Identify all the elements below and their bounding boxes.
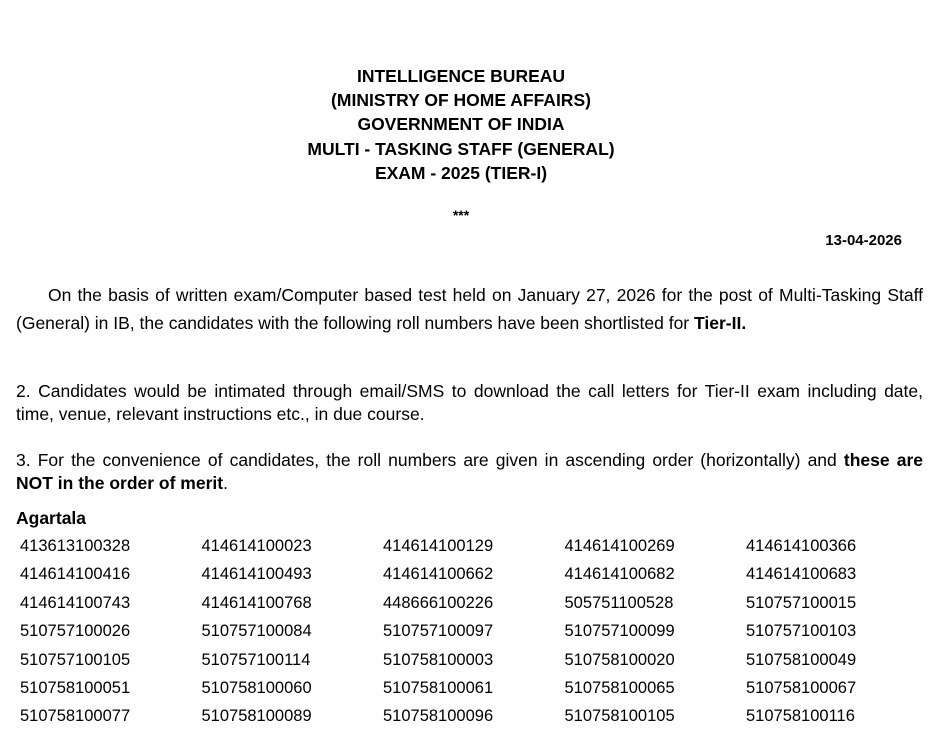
roll-number: 510758100105 xyxy=(564,707,675,726)
header-exam: EXAM - 2025 (TIER-I) xyxy=(374,162,548,183)
roll-number: 414614100662 xyxy=(383,565,494,584)
roll-number: 510757100114 xyxy=(201,650,311,669)
roll-number: 414614100493 xyxy=(201,565,312,584)
header-org: INTELLIGENCE BUREAU xyxy=(356,66,566,86)
roll-number: 510758100067 xyxy=(746,678,857,697)
paragraph-1-bold: Tier-II. xyxy=(694,313,747,333)
roll-number: 510758100061 xyxy=(383,678,494,697)
header-ministry: (MINISTRY OF HOME AFFAIRS) xyxy=(331,90,591,111)
roll-number: 414614100683 xyxy=(746,565,857,584)
roll-number: 510758100065 xyxy=(564,678,675,697)
roll-number: 414614100366 xyxy=(746,537,857,555)
roll-number: 414614100416 xyxy=(20,565,131,584)
roll-number: 413613100328 xyxy=(20,537,131,555)
roll-number-grid xyxy=(20,532,928,731)
roll-number: 510758100020 xyxy=(564,650,675,669)
roll-number: 505751100528 xyxy=(564,593,674,612)
roll-number: 414614100682 xyxy=(564,565,675,584)
roll-number: 510757100026 xyxy=(20,622,131,641)
header-post: MULTI - TASKING STAFF (GENERAL) xyxy=(307,138,615,159)
roll-number: 414614100023 xyxy=(201,537,312,555)
roll-number: 510758100051 xyxy=(20,678,131,697)
paragraph-1 xyxy=(16,281,923,337)
roll-number: 510758100003 xyxy=(383,650,494,669)
roll-number: 510758100049 xyxy=(746,650,857,669)
paragraph-3 xyxy=(16,449,923,495)
roll-number: 510757100105 xyxy=(20,650,131,669)
roll-number: 510758100077 xyxy=(20,707,131,726)
separator-stars: *** xyxy=(452,207,470,223)
roll-number: 448666100226 xyxy=(383,593,494,612)
header-government: GOVERNMENT OF INDIA xyxy=(357,114,565,135)
roll-number: 510758100060 xyxy=(201,678,312,697)
city-heading: Agartala xyxy=(16,508,87,528)
roll-number: 414614100768 xyxy=(201,593,312,612)
roll-number: 510757100099 xyxy=(564,622,675,641)
roll-number: 414614100743 xyxy=(20,593,131,612)
roll-number: 510758100116 xyxy=(746,707,855,726)
roll-number: 510758100096 xyxy=(383,707,494,726)
paragraph-3-bold: these are NOT in the order of merit xyxy=(16,450,923,493)
paragraph-3-text: 3. For the convenience of candidates, the roll numbers are given in ascending order (horizontally) and xyxy=(16,450,844,470)
paragraph-1-text: On the basis of written exam/Computer based test held on January 27, 2026 for the post of Multi-Tasking Staff (General) in IB, the candidates with the following roll numbers have been shortlisted for xyxy=(16,285,923,333)
roll-number: 510758100089 xyxy=(201,707,312,726)
document-header xyxy=(0,64,922,185)
roll-number: 414614100129 xyxy=(383,537,494,555)
roll-number: 510757100015 xyxy=(746,593,857,612)
notice-date: 13-04-2026 xyxy=(825,232,902,249)
roll-number: 510757100097 xyxy=(383,622,494,641)
roll-number: 510757100103 xyxy=(746,622,857,641)
paragraph-3-end: . xyxy=(223,473,228,493)
paragraph-2: 2. Candidates would be intimated through email/SMS to download the call letters for Tier-II exam including date, time, venue, relevant instructions etc., in due course. xyxy=(16,381,923,424)
roll-number: 414614100269 xyxy=(564,537,675,555)
roll-number: 510757100084 xyxy=(201,622,312,641)
